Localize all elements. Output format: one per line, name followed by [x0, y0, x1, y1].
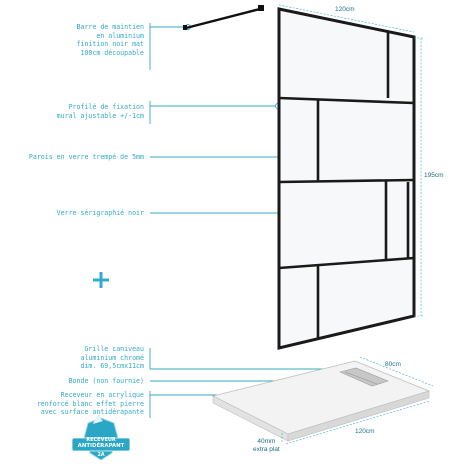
badge-line-3: 2A: [97, 452, 105, 458]
plus-sign-label: [95, 268, 107, 288]
dim-tray-depth: 80cm: [385, 361, 401, 368]
callout-tray: Receveur en acrylique renforcé blanc effet pierre avec surface antidérapante: [36, 391, 144, 417]
dim-tray-height: 40mm extra plat: [253, 438, 280, 453]
shower-tray: [213, 361, 429, 441]
badge-line-1: RECEVEUR: [86, 437, 116, 443]
support-bar: [183, 5, 264, 30]
callout-glass: Parois en verre trempé de 5mm: [28, 153, 144, 161]
dim-panel-width: 120cm: [335, 6, 355, 13]
callout-support-bar: Barre de maintien en aluminium finition noir mat 100cm découpable: [76, 23, 144, 57]
dim-tray-width: 120cm: [355, 428, 375, 435]
badge-line-2: ANTIDÉRAPANT: [77, 443, 125, 449]
callout-screen-print: Verre sérigraphié noir: [56, 209, 144, 217]
glass-panel: [279, 9, 414, 348]
callout-bonde: Bonde (non fournie): [68, 377, 144, 385]
callout-wall-profile: Profilé de fixation mural ajustable +/-1cm: [56, 103, 144, 120]
callout-grille: Grille caniveau aluminium chromé dim. 69,5cmx11cm: [80, 345, 144, 371]
dim-panel-height: 195cm: [424, 172, 444, 179]
